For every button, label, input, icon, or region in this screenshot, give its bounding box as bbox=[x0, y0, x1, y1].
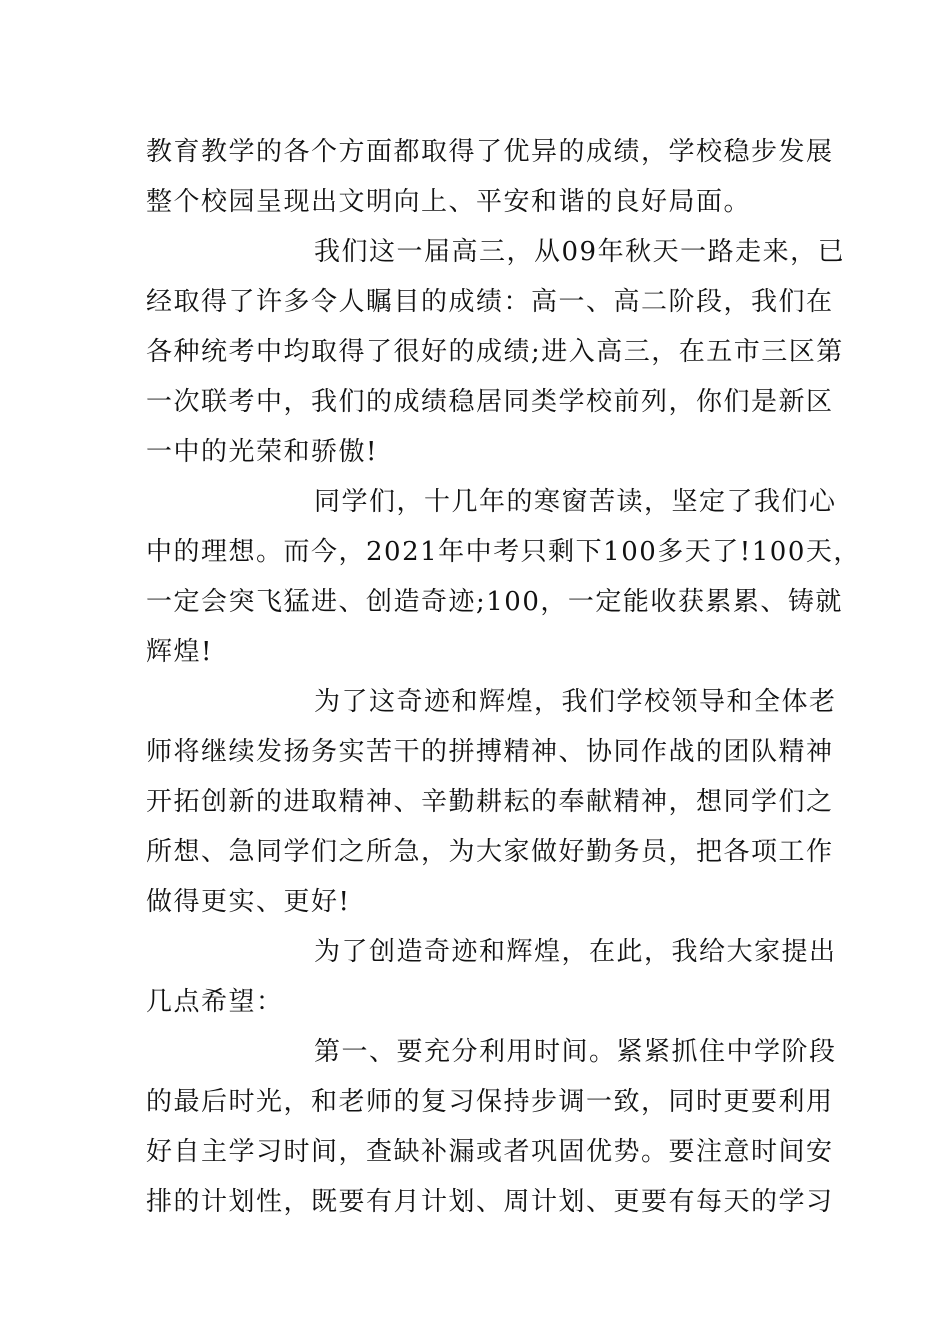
paragraph-3-line-4: 辉煌! bbox=[146, 637, 213, 667]
paragraph-6-line-1: 第一、要充分利用时间。紧紧抓住中学阶段 bbox=[314, 1037, 837, 1067]
paragraph-4-line-1: 为了这奇迹和辉煌，我们学校领导和全体老 bbox=[314, 687, 837, 717]
paragraph-4-line-3: 开拓创新的进取精神、辛勤耕耘的奉献精神，想同学们之 bbox=[146, 787, 834, 817]
paragraph-2-line-3: 各种统考中均取得了很好的成绩;进入高三，在五市三区第 bbox=[146, 337, 844, 367]
paragraph-2-line-5: 一中的光荣和骄傲! bbox=[146, 437, 378, 467]
paragraph-2-line-1: 我们这一届高三，从09年秋天一路走来，已 bbox=[314, 237, 846, 267]
paragraph-2-line-2: 经取得了许多令人瞩目的成绩：高一、高二阶段，我们在 bbox=[146, 287, 834, 317]
paragraph-6-line-3: 好自主学习时间，查缺补漏或者巩固优势。要注意时间安 bbox=[146, 1137, 834, 1167]
paragraph-3-line-3: 一定会突飞猛进、创造奇迹;100，一定能收获累累、铸就 bbox=[146, 587, 843, 617]
paragraph-3-line-1: 同学们，十几年的寒窗苦读，坚定了我们心 bbox=[314, 487, 837, 517]
paragraph-3-line-2: 中的理想。而今，2021年中考只剩下100多天了!100天， bbox=[146, 537, 861, 567]
paragraph-1-line-1: 教育教学的各个方面都取得了优异的成绩，学校稳步发展 bbox=[146, 137, 834, 167]
paragraph-5-line-1: 为了创造奇迹和辉煌，在此，我给大家提出 bbox=[314, 937, 837, 967]
paragraph-6-line-2: 的最后时光，和老师的复习保持步调一致，同时更要利用 bbox=[146, 1087, 834, 1117]
paragraph-4-line-2: 师将继续发扬务实苦干的拼搏精神、协同作战的团队精神 bbox=[146, 737, 834, 767]
paragraph-4-line-5: 做得更实、更好! bbox=[146, 887, 351, 917]
paragraph-4-line-4: 所想、急同学们之所急，为大家做好勤务员，把各项工作 bbox=[146, 837, 834, 867]
paragraph-1-line-2: 整个校园呈现出文明向上、平安和谐的良好局面。 bbox=[146, 187, 752, 217]
paragraph-6-line-4: 排的计划性，既要有月计划、周计划、更要有每天的学习 bbox=[146, 1187, 834, 1217]
paragraph-2-line-4: 一次联考中，我们的成绩稳居同类学校前列，你们是新区 bbox=[146, 387, 834, 417]
paragraph-5-line-2: 几点希望： bbox=[146, 987, 284, 1017]
